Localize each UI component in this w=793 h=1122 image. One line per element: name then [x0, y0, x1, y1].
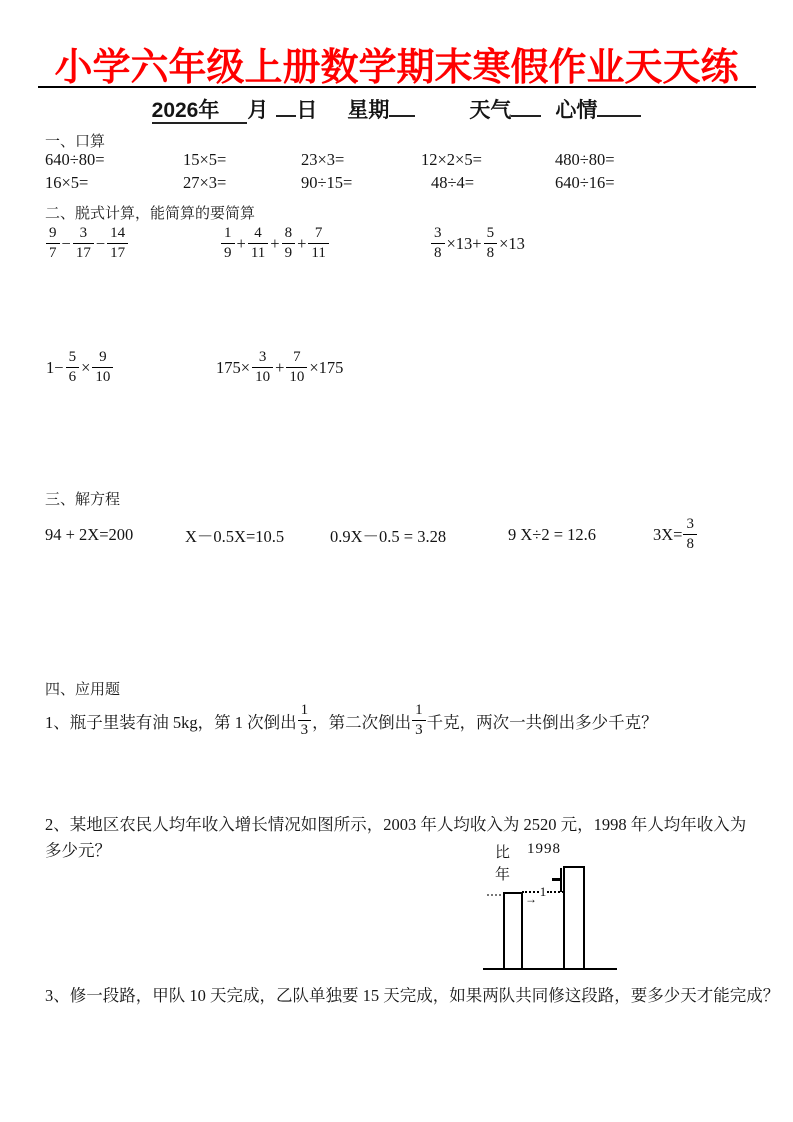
- chart-label-nian: 年: [495, 867, 511, 883]
- operator: −: [61, 233, 71, 253]
- expression-2: [220, 226, 430, 262]
- chart-label-1998: 1998: [527, 841, 561, 857]
- equation-4: 9 X÷2 = 12.6: [508, 525, 597, 544]
- bar-1998: [503, 892, 523, 970]
- expression-4: [45, 350, 215, 386]
- date-month-label: 月: [247, 99, 269, 122]
- chart-label-bi: 比: [495, 845, 511, 861]
- fraction: $\frac{1}{9}$: [221, 226, 235, 262]
- date-day-blank: [276, 113, 296, 117]
- date-mood-blank: [597, 113, 641, 117]
- operator: ×: [81, 357, 91, 377]
- word-problem-1: [45, 693, 658, 749]
- page-title: 小学六年级上册数学期末寒假作业天天练: [54, 47, 739, 89]
- date-year-underlined: [152, 99, 248, 124]
- chart-baseline: [483, 968, 617, 970]
- header-divider: [38, 86, 756, 88]
- calc-row-1: [45, 226, 765, 262]
- operator: +: [275, 357, 285, 377]
- fraction: $\frac{1}{3}$: [412, 703, 426, 739]
- equation-3: 0.9X－0.5 = 3.28: [330, 527, 447, 546]
- q1-text-c: 千克，两次一共倒出多少千克？: [426, 713, 658, 732]
- oral-item: 12×2×5=: [421, 150, 482, 169]
- operator: +: [297, 233, 307, 253]
- fraction: $\frac{5}{6}$: [66, 350, 80, 386]
- oral-item: 16×5=: [45, 173, 89, 192]
- operator: −: [95, 233, 106, 253]
- q1-text-a: 1、瓶子里装有油 5kg，第 1 次倒出: [45, 713, 297, 732]
- date-week-blank: [389, 113, 415, 117]
- increase-brace-line: [560, 868, 562, 892]
- right-arrow-icon: →: [525, 892, 537, 906]
- oral-item: 23×3=: [301, 150, 345, 169]
- word-problem-2: 2、某地区农民人均年收入增长情况如图所示，2003 年人均收入为 2520 元，1998 年人均年收入为多少元？: [45, 815, 747, 860]
- section2-heading: 二、脱式计算，能简算的要简算: [45, 206, 256, 222]
- oral-item: 27×3=: [183, 173, 227, 192]
- increase-brace-tick: [552, 878, 560, 881]
- fraction: $\frac{9}{7}$: [46, 226, 60, 262]
- section1-heading: 一、口算: [45, 134, 106, 150]
- fraction: $\frac{3}{8}$: [683, 517, 697, 553]
- date-line: [0, 94, 793, 124]
- section4-heading: 四、应用题: [45, 682, 121, 698]
- print-artifact-marks: [487, 894, 501, 896]
- oral-item: 640÷80=: [45, 150, 105, 169]
- equation-1: 94 + 2X=200: [45, 525, 134, 544]
- fraction: $\frac{3}{8}$: [431, 226, 445, 262]
- section3-heading: 三、解方程: [45, 492, 121, 508]
- oral-item: 48÷4=: [431, 173, 475, 192]
- fraction: $\frac{3}{10}$: [252, 350, 273, 386]
- fraction: $\frac{5}{8}$: [484, 226, 498, 262]
- operator: +: [270, 233, 280, 253]
- equations-row: [45, 510, 765, 560]
- fraction: $\frac{7}{10}$: [286, 350, 307, 386]
- date-day-label: 日: [296, 99, 318, 122]
- oral-calc-row-2: [45, 173, 755, 193]
- date-weather-label: 天气: [469, 99, 512, 122]
- word-problem-3: 3、修一段路，甲队 10 天完成，乙队单独要 15 天完成，如果两队共同修这段路，要多少天才能完成？: [45, 986, 780, 1005]
- oral-item: 15×5=: [183, 150, 227, 169]
- oral-item: 90÷15=: [301, 173, 353, 192]
- operator: +: [236, 233, 246, 253]
- date-weather-blank: [511, 113, 541, 117]
- oral-item: 480÷80=: [555, 150, 615, 169]
- fraction: $\frac{7}{11}$: [308, 226, 328, 262]
- oral-calc-row-1: [45, 150, 755, 170]
- date-week-label: 星期: [347, 99, 390, 122]
- q1-text-b: ，第二次倒出: [312, 713, 412, 732]
- expression-5: [215, 350, 344, 386]
- equation-5: [653, 517, 765, 553]
- calc-row-2: [45, 350, 765, 386]
- equation-2: X－0.5X=10.5: [185, 527, 285, 546]
- date-year: 2026年: [151, 99, 220, 122]
- equation-5-left: 3X=: [653, 525, 683, 544]
- fraction: $\frac{4}{11}$: [248, 226, 268, 262]
- expression-1: [45, 226, 220, 262]
- bar-2003: [563, 866, 585, 970]
- operand: ×175: [309, 357, 344, 377]
- operator: ×13: [499, 233, 525, 253]
- date-year-blank: [219, 115, 247, 117]
- operand: 1−: [46, 357, 64, 377]
- fraction: $\frac{9}{10}$: [92, 350, 113, 386]
- income-bar-chart: [483, 840, 623, 976]
- fraction: $\frac{8}{9}$: [282, 226, 296, 262]
- fraction: $\frac{14}{17}$: [107, 226, 128, 262]
- expression-3: [430, 226, 526, 262]
- fraction: $\frac{1}{3}$: [298, 703, 312, 739]
- increase-label: 1: [539, 884, 547, 899]
- oral-item: 640÷16=: [555, 173, 615, 192]
- fraction: $\frac{3}{17}$: [73, 226, 94, 262]
- operator: ×13+: [446, 233, 482, 253]
- date-mood-label: 心情: [555, 99, 598, 122]
- operand: 175×: [216, 357, 251, 377]
